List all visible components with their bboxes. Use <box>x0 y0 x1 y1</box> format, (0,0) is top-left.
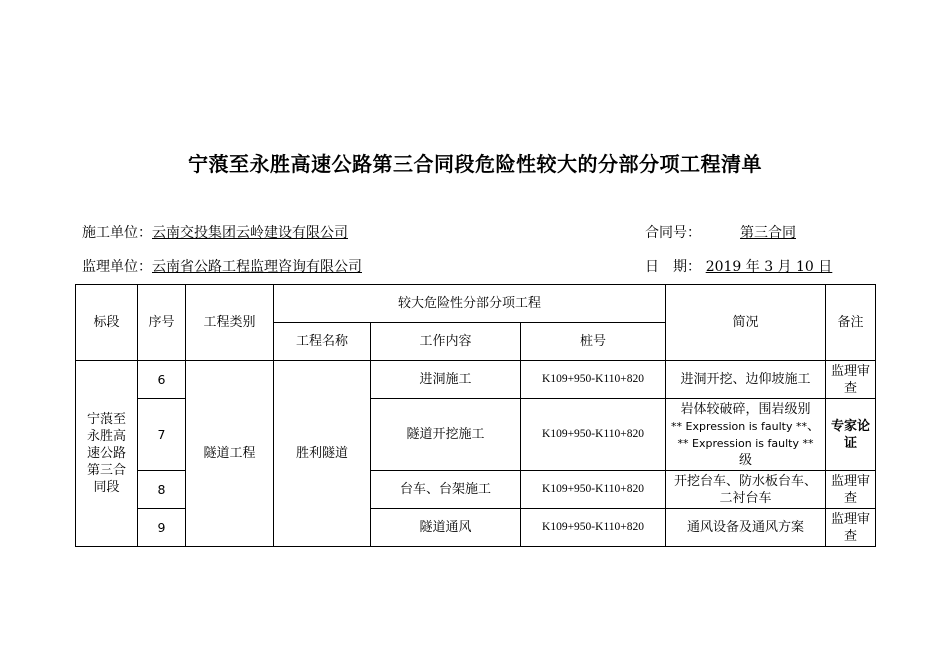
contract-label: 合同号： <box>645 225 701 241</box>
seq-cell: 6 <box>138 361 186 399</box>
header-project-name: 工程名称 <box>274 323 371 361</box>
work-content-cell: 隧道开挖施工 <box>371 399 521 471</box>
date-label: 日 期： <box>645 259 701 275</box>
summary-cell: 通风设备及通风方案 <box>666 509 826 547</box>
construction-unit-value: 云南交投集团云岭建设有限公司 <box>152 225 348 241</box>
section-cell: 宁蒗至永胜高速公路第三合同段 <box>76 361 138 547</box>
summary-cell: 开挖台车、防水板台车、二衬台车 <box>666 471 826 509</box>
table-row <box>76 361 876 399</box>
pile-cell: K109+950-K110+820 <box>521 399 666 471</box>
expression-error: ** Expression is faulty ** <box>671 419 807 433</box>
pile-cell: K109+950-K110+820 <box>521 509 666 547</box>
date-value: 2019 年 3 月 10 日 <box>705 259 833 275</box>
expression-error: ** Expression is faulty ** <box>677 436 814 450</box>
work-content-cell: 进洞施工 <box>371 361 521 399</box>
header-row-1 <box>76 285 876 323</box>
date <box>645 256 837 276</box>
category-cell: 隧道工程 <box>186 361 274 547</box>
document-title: 宁蒗至永胜高速公路第三合同段危险性较大的分部分项工程清单 <box>188 152 762 176</box>
construction-unit-label: 施工单位： <box>82 225 152 241</box>
seq-cell: 7 <box>138 399 186 471</box>
summary-cell: 进洞开挖、边仰坡施工 <box>666 361 826 399</box>
header-remark: 备注 <box>826 285 876 361</box>
header-pile: 桩号 <box>521 323 666 361</box>
supervision-unit <box>82 256 362 276</box>
remark-cell: 监理审查 <box>826 509 876 547</box>
contract-value: 第三合同 <box>740 225 796 241</box>
header-work-content: 工作内容 <box>371 323 521 361</box>
project-name-cell: 胜利隧道 <box>274 361 371 547</box>
summary-text-b: 级 <box>739 452 753 468</box>
supervision-unit-value: 云南省公路工程监理咨询有限公司 <box>152 259 362 275</box>
header-group: 较大危险性分部分项工程 <box>274 285 666 323</box>
pile-cell: K109+950-K110+820 <box>521 471 666 509</box>
seq-cell: 8 <box>138 471 186 509</box>
pile-cell: K109+950-K110+820 <box>521 361 666 399</box>
work-content-cell: 台车、台架施工 <box>371 471 521 509</box>
work-content-cell: 隧道通风 <box>371 509 521 547</box>
summary-text-a: 岩体较破碎，围岩级别 <box>680 401 811 417</box>
hazard-project-table <box>75 284 876 547</box>
header-seq: 序号 <box>138 285 186 361</box>
construction-unit <box>82 222 348 242</box>
contract-number <box>645 222 835 242</box>
seq-cell: 9 <box>138 509 186 547</box>
remark-cell: 专家论证 <box>826 399 876 471</box>
remark-cell: 监理审查 <box>826 361 876 399</box>
header-category: 工程类别 <box>186 285 274 361</box>
header-section: 标段 <box>76 285 138 361</box>
summary-separator: 、 <box>807 418 821 434</box>
remark-cell: 监理审查 <box>826 471 876 509</box>
summary-cell <box>666 399 826 471</box>
supervision-unit-label: 监理单位： <box>82 259 152 275</box>
header-summary: 简况 <box>666 285 826 361</box>
